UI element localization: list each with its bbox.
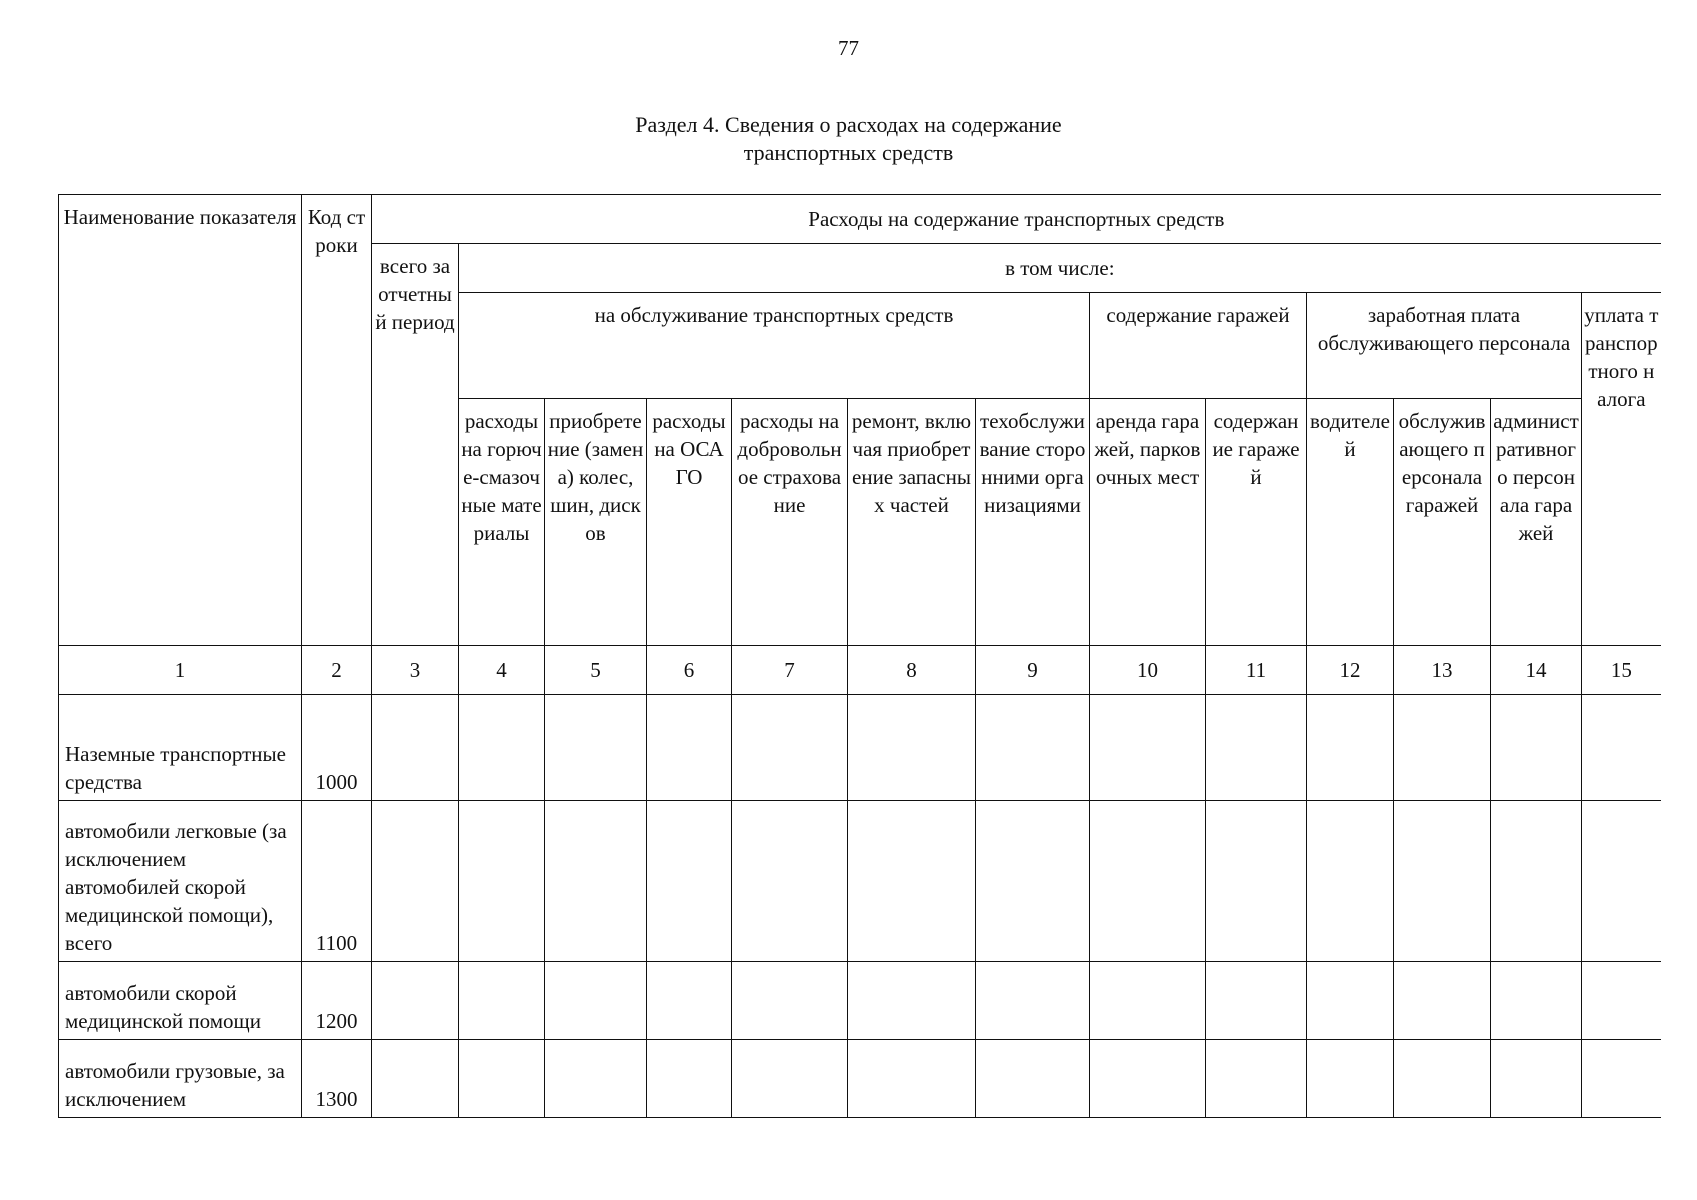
data-cell[interactable] (372, 695, 459, 801)
data-cell[interactable] (732, 962, 848, 1040)
section-title (0, 111, 1697, 167)
subgroup-tax: уплата транспортного налога (1582, 293, 1661, 646)
data-cell[interactable] (1582, 801, 1661, 962)
data-cell[interactable] (1491, 801, 1582, 962)
data-cell[interactable] (1491, 1040, 1582, 1118)
subgroup-service: на обслуживание транспортных средств (459, 293, 1090, 399)
data-cell[interactable] (1307, 962, 1394, 1040)
column-number: 5 (545, 646, 647, 695)
column-number: 8 (848, 646, 976, 695)
data-cell[interactable] (732, 695, 848, 801)
col-header-garage-staff: обслуживающего персонала гаражей (1394, 399, 1491, 646)
section-title-line2: транспортных средств (743, 140, 954, 165)
row-name: автомобили легковые (за исключением автомобилей скорой медицинской помощи), всего (59, 801, 302, 962)
data-cell[interactable] (647, 695, 732, 801)
data-cell[interactable] (372, 962, 459, 1040)
data-cell[interactable] (976, 801, 1090, 962)
col-header-name: Наименование показателя (59, 195, 302, 646)
col-header-voluntary-insurance: расходы на добровольное страхование (732, 399, 848, 646)
data-cell[interactable] (372, 801, 459, 962)
data-cell[interactable] (1394, 695, 1491, 801)
data-cell[interactable] (372, 1040, 459, 1118)
row-name: автомобили скорой медицинской помощи (59, 962, 302, 1040)
data-cell[interactable] (1491, 695, 1582, 801)
including-header: в том числе: (459, 244, 1661, 293)
data-cell[interactable] (545, 962, 647, 1040)
col-header-repair: ремонт, включая приобретение запасных частей (848, 399, 976, 646)
column-number: 10 (1090, 646, 1206, 695)
row-code: 1200 (302, 962, 372, 1040)
data-cell[interactable] (976, 1040, 1090, 1118)
data-cell[interactable] (647, 801, 732, 962)
data-cell[interactable] (1307, 695, 1394, 801)
data-cell[interactable] (1582, 1040, 1661, 1118)
data-cell[interactable] (848, 695, 976, 801)
data-cell[interactable] (545, 801, 647, 962)
column-number: 1 (59, 646, 302, 695)
data-cell[interactable] (545, 695, 647, 801)
data-cell[interactable] (459, 695, 545, 801)
data-cell[interactable] (647, 1040, 732, 1118)
data-cell[interactable] (1206, 695, 1307, 801)
data-cell[interactable] (1307, 1040, 1394, 1118)
col-header-drivers: водителей (1307, 399, 1394, 646)
table-row (59, 962, 1661, 1040)
data-cell[interactable] (459, 801, 545, 962)
column-number: 11 (1206, 646, 1307, 695)
subgroup-salary: заработная плата обслуживающего персонала (1307, 293, 1582, 399)
col-header-total: всего за отчетный период (372, 244, 459, 646)
data-cell[interactable] (732, 1040, 848, 1118)
data-cell[interactable] (1206, 962, 1307, 1040)
data-cell[interactable] (1582, 962, 1661, 1040)
data-cell[interactable] (1491, 962, 1582, 1040)
data-cell[interactable] (1090, 1040, 1206, 1118)
group-header-expenses: Расходы на содержание транспортных средств (372, 195, 1661, 244)
data-cell[interactable] (647, 962, 732, 1040)
section-title-line1: Раздел 4. Сведения о расходах на содержание (635, 112, 1062, 137)
col-header-osago: расходы на ОСАГО (647, 399, 732, 646)
data-cell[interactable] (545, 1040, 647, 1118)
column-number: 4 (459, 646, 545, 695)
column-number: 6 (647, 646, 732, 695)
data-cell[interactable] (1582, 695, 1661, 801)
col-header-code: Код строки (302, 195, 372, 646)
row-name: Наземные транспортные средства (59, 695, 302, 801)
col-header-admin-staff: административного персонала гаражей (1491, 399, 1582, 646)
data-cell[interactable] (1307, 801, 1394, 962)
data-cell[interactable] (732, 801, 848, 962)
column-number: 3 (372, 646, 459, 695)
data-cell[interactable] (1090, 801, 1206, 962)
data-cell[interactable] (1394, 1040, 1491, 1118)
data-cell[interactable] (1090, 962, 1206, 1040)
data-cell[interactable] (1394, 962, 1491, 1040)
col-header-wheels: приобретение (замена) колес, шин, дисков (545, 399, 647, 646)
col-header-fuel: расходы на горюче-смазочные материалы (459, 399, 545, 646)
data-cell[interactable] (1206, 1040, 1307, 1118)
subgroup-garages: содержание гаражей (1090, 293, 1307, 399)
col-header-garage-rent: аренда гаражей, парковочных мест (1090, 399, 1206, 646)
data-cell[interactable] (1090, 695, 1206, 801)
data-cell[interactable] (848, 1040, 976, 1118)
data-cell[interactable] (848, 801, 976, 962)
table-row (59, 695, 1661, 801)
page-number: 77 (838, 36, 859, 60)
row-code: 1100 (302, 801, 372, 962)
col-header-garage-upkeep: содержание гаражей (1206, 399, 1307, 646)
row-code: 1000 (302, 695, 372, 801)
data-cell[interactable] (976, 695, 1090, 801)
expenses-table (58, 194, 1661, 1118)
column-number: 12 (1307, 646, 1394, 695)
column-number: 14 (1491, 646, 1582, 695)
col-header-maintenance: техобслуживание сторонними организациями (976, 399, 1090, 646)
column-number: 9 (976, 646, 1090, 695)
data-cell[interactable] (848, 962, 976, 1040)
data-cell[interactable] (1394, 801, 1491, 962)
column-number: 15 (1582, 646, 1661, 695)
data-cell[interactable] (976, 962, 1090, 1040)
column-number: 2 (302, 646, 372, 695)
column-numbers-row (59, 646, 1661, 695)
table-row (59, 1040, 1661, 1118)
column-number: 7 (732, 646, 848, 695)
data-cell[interactable] (1206, 801, 1307, 962)
data-cell[interactable] (459, 1040, 545, 1118)
row-name: автомобили грузовые, за исключением (59, 1040, 302, 1118)
row-code: 1300 (302, 1040, 372, 1118)
data-cell[interactable] (459, 962, 545, 1040)
table-row (59, 801, 1661, 962)
column-number: 13 (1394, 646, 1491, 695)
